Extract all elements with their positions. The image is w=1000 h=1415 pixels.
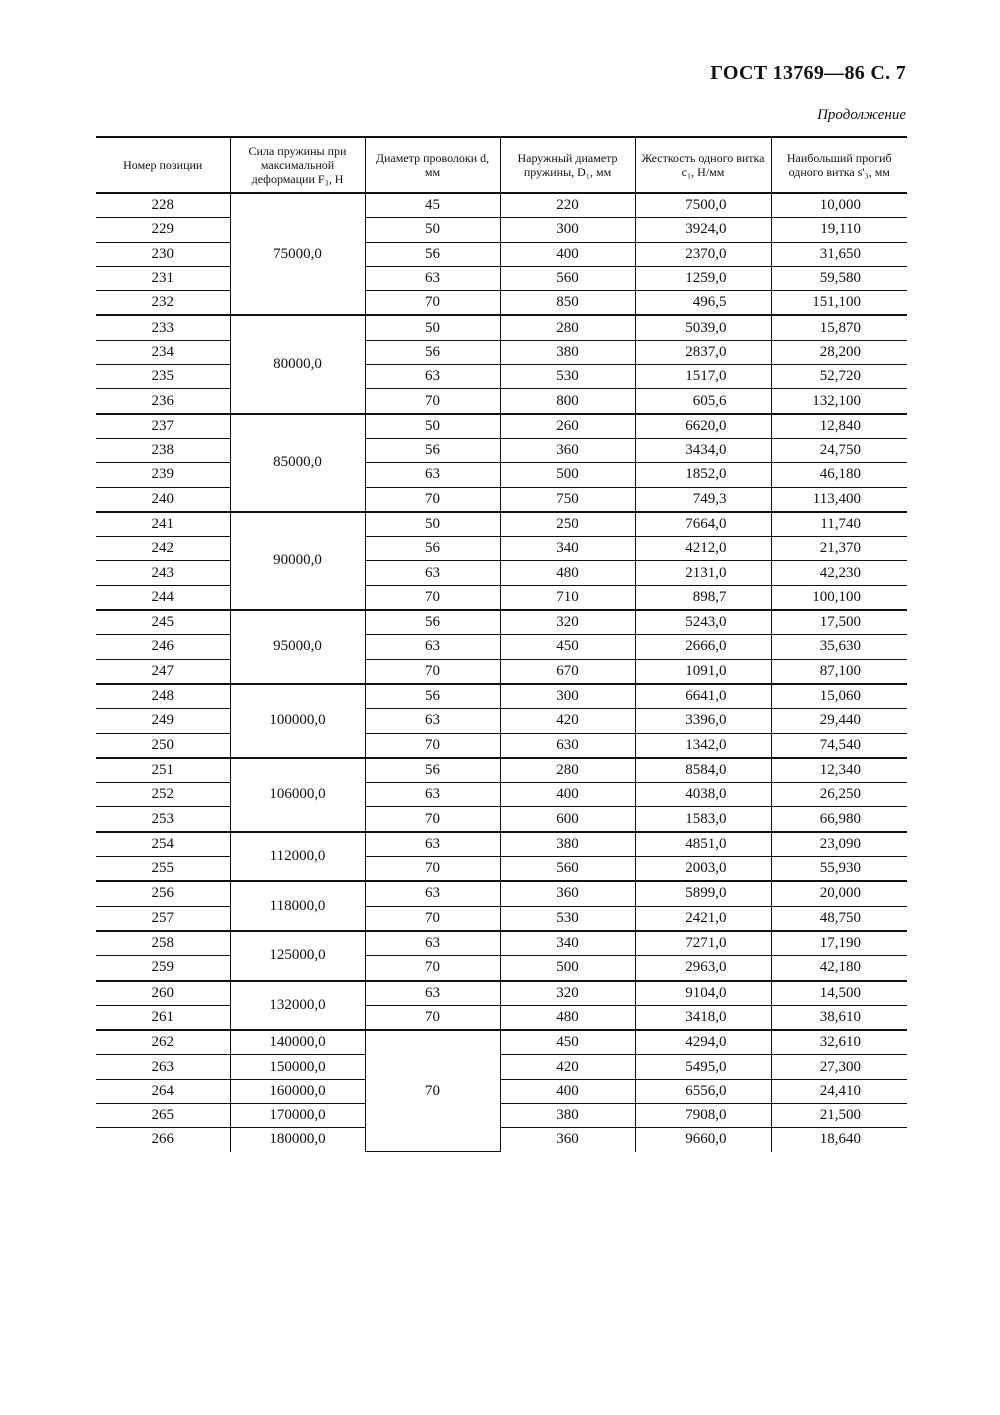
table-row xyxy=(96,463,907,487)
position-cell: 230 xyxy=(96,242,230,266)
outer-diameter-cell: 530 xyxy=(500,365,635,389)
wire-diameter-cell: 70 xyxy=(365,659,500,684)
wire-diameter-cell: 50 xyxy=(365,315,500,340)
force-cell: 106000,0 xyxy=(230,758,365,832)
stiffness-cell: 4851,0 xyxy=(635,832,771,857)
position-cell: 262 xyxy=(96,1030,230,1055)
outer-diameter-cell: 260 xyxy=(500,414,635,439)
position-cell: 236 xyxy=(96,389,230,414)
deflection-cell: 18,640 xyxy=(771,1128,907,1152)
position-cell: 245 xyxy=(96,610,230,635)
table-row xyxy=(96,783,907,807)
wire-diameter-cell: 70 xyxy=(365,585,500,610)
stiffness-cell: 1517,0 xyxy=(635,365,771,389)
table-row xyxy=(96,389,907,414)
force-cell: 75000,0 xyxy=(230,193,365,315)
column-header: Сила пружины при максимальной деформации F₃, Н xyxy=(230,137,365,193)
table-row xyxy=(96,659,907,684)
stiffness-cell: 6556,0 xyxy=(635,1079,771,1103)
outer-diameter-cell: 600 xyxy=(500,807,635,832)
force-cell: 170000,0 xyxy=(230,1103,365,1127)
position-cell: 228 xyxy=(96,193,230,218)
table-row xyxy=(96,1103,907,1127)
table-body xyxy=(96,193,907,1152)
wire-diameter-cell: 63 xyxy=(365,783,500,807)
outer-diameter-cell: 480 xyxy=(500,561,635,585)
position-cell: 235 xyxy=(96,365,230,389)
position-cell: 246 xyxy=(96,635,230,659)
deflection-cell: 15,870 xyxy=(771,315,907,340)
deflection-cell: 100,100 xyxy=(771,585,907,610)
outer-diameter-cell: 250 xyxy=(500,512,635,537)
outer-diameter-cell: 320 xyxy=(500,610,635,635)
table-header-row xyxy=(96,137,907,193)
wire-diameter-cell: 63 xyxy=(365,365,500,389)
force-cell: 140000,0 xyxy=(230,1030,365,1055)
wire-diameter-cell: 63 xyxy=(365,561,500,585)
outer-diameter-cell: 340 xyxy=(500,537,635,561)
position-cell: 232 xyxy=(96,291,230,316)
outer-diameter-cell: 400 xyxy=(500,242,635,266)
deflection-cell: 74,540 xyxy=(771,733,907,758)
stiffness-cell: 7500,0 xyxy=(635,193,771,218)
deflection-cell: 28,200 xyxy=(771,340,907,364)
table-row xyxy=(96,733,907,758)
table-row xyxy=(96,956,907,981)
stiffness-cell: 5039,0 xyxy=(635,315,771,340)
stiffness-cell: 2666,0 xyxy=(635,635,771,659)
position-cell: 257 xyxy=(96,906,230,931)
outer-diameter-cell: 300 xyxy=(500,218,635,242)
position-cell: 261 xyxy=(96,1005,230,1030)
outer-diameter-cell: 280 xyxy=(500,315,635,340)
table-row xyxy=(96,315,907,340)
outer-diameter-cell: 360 xyxy=(500,438,635,462)
stiffness-cell: 4212,0 xyxy=(635,537,771,561)
deflection-cell: 12,340 xyxy=(771,758,907,783)
wire-diameter-cell: 63 xyxy=(365,981,500,1006)
table-row xyxy=(96,758,907,783)
column-header: Номер позиции xyxy=(96,137,230,193)
position-cell: 241 xyxy=(96,512,230,537)
outer-diameter-cell: 360 xyxy=(500,1128,635,1152)
table-row xyxy=(96,585,907,610)
column-header: Наибольший прогиб одного витка s'₃, мм xyxy=(771,137,907,193)
table-row xyxy=(96,438,907,462)
outer-diameter-cell: 500 xyxy=(500,463,635,487)
deflection-cell: 17,500 xyxy=(771,610,907,635)
deflection-cell: 113,400 xyxy=(771,487,907,512)
position-cell: 265 xyxy=(96,1103,230,1127)
wire-diameter-cell: 70 xyxy=(365,956,500,981)
position-cell: 258 xyxy=(96,931,230,956)
table-row xyxy=(96,487,907,512)
outer-diameter-cell: 500 xyxy=(500,956,635,981)
wire-diameter-cell: 63 xyxy=(365,931,500,956)
deflection-cell: 15,060 xyxy=(771,684,907,709)
deflection-cell: 48,750 xyxy=(771,906,907,931)
stiffness-cell: 5899,0 xyxy=(635,881,771,906)
stiffness-cell: 2003,0 xyxy=(635,857,771,882)
outer-diameter-cell: 670 xyxy=(500,659,635,684)
stiffness-cell: 2837,0 xyxy=(635,340,771,364)
table-row xyxy=(96,1055,907,1079)
stiffness-cell: 4294,0 xyxy=(635,1030,771,1055)
position-cell: 240 xyxy=(96,487,230,512)
table-row xyxy=(96,414,907,439)
deflection-cell: 42,230 xyxy=(771,561,907,585)
force-cell: 150000,0 xyxy=(230,1055,365,1079)
wire-diameter-cell: 70 xyxy=(365,1005,500,1030)
stiffness-cell: 7664,0 xyxy=(635,512,771,537)
stiffness-cell: 6641,0 xyxy=(635,684,771,709)
outer-diameter-cell: 710 xyxy=(500,585,635,610)
stiffness-cell: 496,5 xyxy=(635,291,771,316)
table-row xyxy=(96,684,907,709)
position-cell: 255 xyxy=(96,857,230,882)
position-cell: 264 xyxy=(96,1079,230,1103)
position-cell: 260 xyxy=(96,981,230,1006)
table-row xyxy=(96,610,907,635)
stiffness-cell: 3396,0 xyxy=(635,709,771,733)
deflection-cell: 11,740 xyxy=(771,512,907,537)
force-cell: 118000,0 xyxy=(230,881,365,931)
table-row xyxy=(96,931,907,956)
wire-diameter-cell: 70 xyxy=(365,733,500,758)
deflection-cell: 24,750 xyxy=(771,438,907,462)
stiffness-cell: 3924,0 xyxy=(635,218,771,242)
table-row xyxy=(96,537,907,561)
table-row xyxy=(96,218,907,242)
spring-table xyxy=(96,136,907,1152)
table-row xyxy=(96,857,907,882)
wire-diameter-cell: 45 xyxy=(365,193,500,218)
wire-diameter-cell: 63 xyxy=(365,709,500,733)
outer-diameter-cell: 340 xyxy=(500,931,635,956)
stiffness-cell: 1091,0 xyxy=(635,659,771,684)
force-cell: 95000,0 xyxy=(230,610,365,684)
wire-diameter-cell: 70 xyxy=(365,1030,500,1151)
wire-diameter-cell: 50 xyxy=(365,414,500,439)
position-cell: 237 xyxy=(96,414,230,439)
outer-diameter-cell: 380 xyxy=(500,832,635,857)
position-cell: 252 xyxy=(96,783,230,807)
wire-diameter-cell: 63 xyxy=(365,881,500,906)
position-cell: 249 xyxy=(96,709,230,733)
page-header: ГОСТ 13769—86 С. 7 xyxy=(710,62,906,84)
position-cell: 242 xyxy=(96,537,230,561)
force-cell: 132000,0 xyxy=(230,981,365,1031)
position-cell: 231 xyxy=(96,266,230,290)
outer-diameter-cell: 360 xyxy=(500,881,635,906)
table-row xyxy=(96,807,907,832)
deflection-cell: 14,500 xyxy=(771,981,907,1006)
wire-diameter-cell: 56 xyxy=(365,242,500,266)
wire-diameter-cell: 63 xyxy=(365,463,500,487)
table-row xyxy=(96,635,907,659)
deflection-cell: 151,100 xyxy=(771,291,907,316)
deflection-cell: 27,300 xyxy=(771,1055,907,1079)
position-cell: 250 xyxy=(96,733,230,758)
stiffness-cell: 3434,0 xyxy=(635,438,771,462)
force-cell: 90000,0 xyxy=(230,512,365,610)
table-row xyxy=(96,365,907,389)
wire-diameter-cell: 70 xyxy=(365,389,500,414)
deflection-cell: 38,610 xyxy=(771,1005,907,1030)
stiffness-cell: 4038,0 xyxy=(635,783,771,807)
wire-diameter-cell: 70 xyxy=(365,906,500,931)
position-cell: 239 xyxy=(96,463,230,487)
deflection-cell: 87,100 xyxy=(771,659,907,684)
stiffness-cell: 3418,0 xyxy=(635,1005,771,1030)
outer-diameter-cell: 450 xyxy=(500,1030,635,1055)
table-row xyxy=(96,561,907,585)
force-cell: 180000,0 xyxy=(230,1128,365,1152)
deflection-cell: 21,500 xyxy=(771,1103,907,1127)
stiffness-cell: 2370,0 xyxy=(635,242,771,266)
stiffness-cell: 9104,0 xyxy=(635,981,771,1006)
position-cell: 233 xyxy=(96,315,230,340)
deflection-cell: 12,840 xyxy=(771,414,907,439)
wire-diameter-cell: 56 xyxy=(365,758,500,783)
position-cell: 243 xyxy=(96,561,230,585)
position-cell: 244 xyxy=(96,585,230,610)
deflection-cell: 52,720 xyxy=(771,365,907,389)
outer-diameter-cell: 420 xyxy=(500,1055,635,1079)
wire-diameter-cell: 70 xyxy=(365,857,500,882)
stiffness-cell: 2421,0 xyxy=(635,906,771,931)
table-row xyxy=(96,1079,907,1103)
deflection-cell: 23,090 xyxy=(771,832,907,857)
table-row xyxy=(96,242,907,266)
stiffness-cell: 2131,0 xyxy=(635,561,771,585)
outer-diameter-cell: 560 xyxy=(500,266,635,290)
table-row xyxy=(96,1005,907,1030)
wire-diameter-cell: 50 xyxy=(365,218,500,242)
wire-diameter-cell: 56 xyxy=(365,610,500,635)
wire-diameter-cell: 63 xyxy=(365,832,500,857)
table-row xyxy=(96,709,907,733)
outer-diameter-cell: 300 xyxy=(500,684,635,709)
stiffness-cell: 5495,0 xyxy=(635,1055,771,1079)
continuation-label: Продолжение xyxy=(817,107,906,123)
deflection-cell: 59,580 xyxy=(771,266,907,290)
position-cell: 266 xyxy=(151,1131,174,1148)
position-cell: 238 xyxy=(96,438,230,462)
position-cell: 248 xyxy=(96,684,230,709)
deflection-cell: 24,410 xyxy=(771,1079,907,1103)
table-row xyxy=(96,1030,907,1055)
outer-diameter-cell: 280 xyxy=(500,758,635,783)
table-row xyxy=(96,981,907,1006)
position-cell: 254 xyxy=(96,832,230,857)
wire-diameter-cell: 63 xyxy=(365,266,500,290)
stiffness-cell: 7271,0 xyxy=(635,931,771,956)
outer-diameter-cell: 320 xyxy=(500,981,635,1006)
outer-diameter-cell: 480 xyxy=(500,1005,635,1030)
deflection-cell: 55,930 xyxy=(771,857,907,882)
stiffness-cell: 749,3 xyxy=(635,487,771,512)
stiffness-cell: 605,6 xyxy=(635,389,771,414)
wire-diameter-cell: 70 xyxy=(365,291,500,316)
stiffness-cell: 1852,0 xyxy=(635,463,771,487)
deflection-cell: 35,630 xyxy=(771,635,907,659)
force-cell: 160000,0 xyxy=(230,1079,365,1103)
position-cell: 251 xyxy=(96,758,230,783)
table-row xyxy=(96,291,907,316)
position-cell: 256 xyxy=(96,881,230,906)
column-header: Жесткость одного витка c₁, Н/мм xyxy=(635,137,771,193)
position-cell: 234 xyxy=(96,340,230,364)
outer-diameter-cell: 560 xyxy=(500,857,635,882)
deflection-cell: 17,190 xyxy=(771,931,907,956)
table-row xyxy=(96,881,907,906)
deflection-cell: 42,180 xyxy=(771,956,907,981)
force-cell: 112000,0 xyxy=(230,832,365,882)
stiffness-cell: 9660,0 xyxy=(635,1128,771,1152)
outer-diameter-cell: 400 xyxy=(500,1079,635,1103)
outer-diameter-cell: 420 xyxy=(500,709,635,733)
outer-diameter-cell: 220 xyxy=(500,193,635,218)
table-row xyxy=(96,266,907,290)
outer-diameter-cell: 800 xyxy=(500,389,635,414)
wire-diameter-cell: 70 xyxy=(365,487,500,512)
deflection-cell: 32,610 xyxy=(771,1030,907,1055)
outer-diameter-cell: 530 xyxy=(500,906,635,931)
position-cell: 259 xyxy=(96,956,230,981)
outer-diameter-cell: 750 xyxy=(500,487,635,512)
stiffness-cell: 7908,0 xyxy=(635,1103,771,1127)
stiffness-cell: 898,7 xyxy=(635,585,771,610)
stiffness-cell: 8584,0 xyxy=(635,758,771,783)
force-cell: 85000,0 xyxy=(230,414,365,512)
position-cell: 247 xyxy=(96,659,230,684)
table-row xyxy=(96,906,907,931)
deflection-cell: 132,100 xyxy=(771,389,907,414)
stiffness-cell: 1259,0 xyxy=(635,266,771,290)
table-row xyxy=(96,193,907,218)
table-row xyxy=(96,512,907,537)
deflection-cell: 21,370 xyxy=(771,537,907,561)
outer-diameter-cell: 380 xyxy=(500,340,635,364)
wire-diameter-cell: 50 xyxy=(365,512,500,537)
wire-diameter-cell: 56 xyxy=(365,438,500,462)
deflection-cell: 46,180 xyxy=(771,463,907,487)
stiffness-cell: 6620,0 xyxy=(635,414,771,439)
force-cell: 80000,0 xyxy=(230,315,365,413)
table-row xyxy=(96,340,907,364)
deflection-cell: 10,000 xyxy=(771,193,907,218)
wire-diameter-cell: 70 xyxy=(365,807,500,832)
deflection-cell: 26,250 xyxy=(771,783,907,807)
stiffness-cell: 2963,0 xyxy=(635,956,771,981)
outer-diameter-cell: 630 xyxy=(500,733,635,758)
outer-diameter-cell: 450 xyxy=(500,635,635,659)
outer-diameter-cell: 850 xyxy=(500,291,635,316)
deflection-cell: 31,650 xyxy=(771,242,907,266)
force-cell: 125000,0 xyxy=(230,931,365,981)
outer-diameter-cell: 400 xyxy=(500,783,635,807)
deflection-cell: 19,110 xyxy=(771,218,907,242)
outer-diameter-cell: 380 xyxy=(500,1103,635,1127)
table-row xyxy=(96,832,907,857)
stiffness-cell: 1583,0 xyxy=(635,807,771,832)
wire-diameter-cell: 63 xyxy=(365,635,500,659)
deflection-cell: 66,980 xyxy=(771,807,907,832)
column-header: Диаметр проволоки d, мм xyxy=(365,137,500,193)
position-cell: 253 xyxy=(96,807,230,832)
position-cell: 229 xyxy=(96,218,230,242)
position-cell: 263 xyxy=(96,1055,230,1079)
deflection-cell: 20,000 xyxy=(771,881,907,906)
table-row xyxy=(96,1128,907,1152)
wire-diameter-cell: 56 xyxy=(365,340,500,364)
deflection-cell: 29,440 xyxy=(771,709,907,733)
stiffness-cell: 5243,0 xyxy=(635,610,771,635)
wire-diameter-cell: 56 xyxy=(365,684,500,709)
force-cell: 100000,0 xyxy=(230,684,365,758)
wire-diameter-cell: 56 xyxy=(365,537,500,561)
column-header: Наружный диаметр пружины, D₁, мм xyxy=(500,137,635,193)
stiffness-cell: 1342,0 xyxy=(635,733,771,758)
